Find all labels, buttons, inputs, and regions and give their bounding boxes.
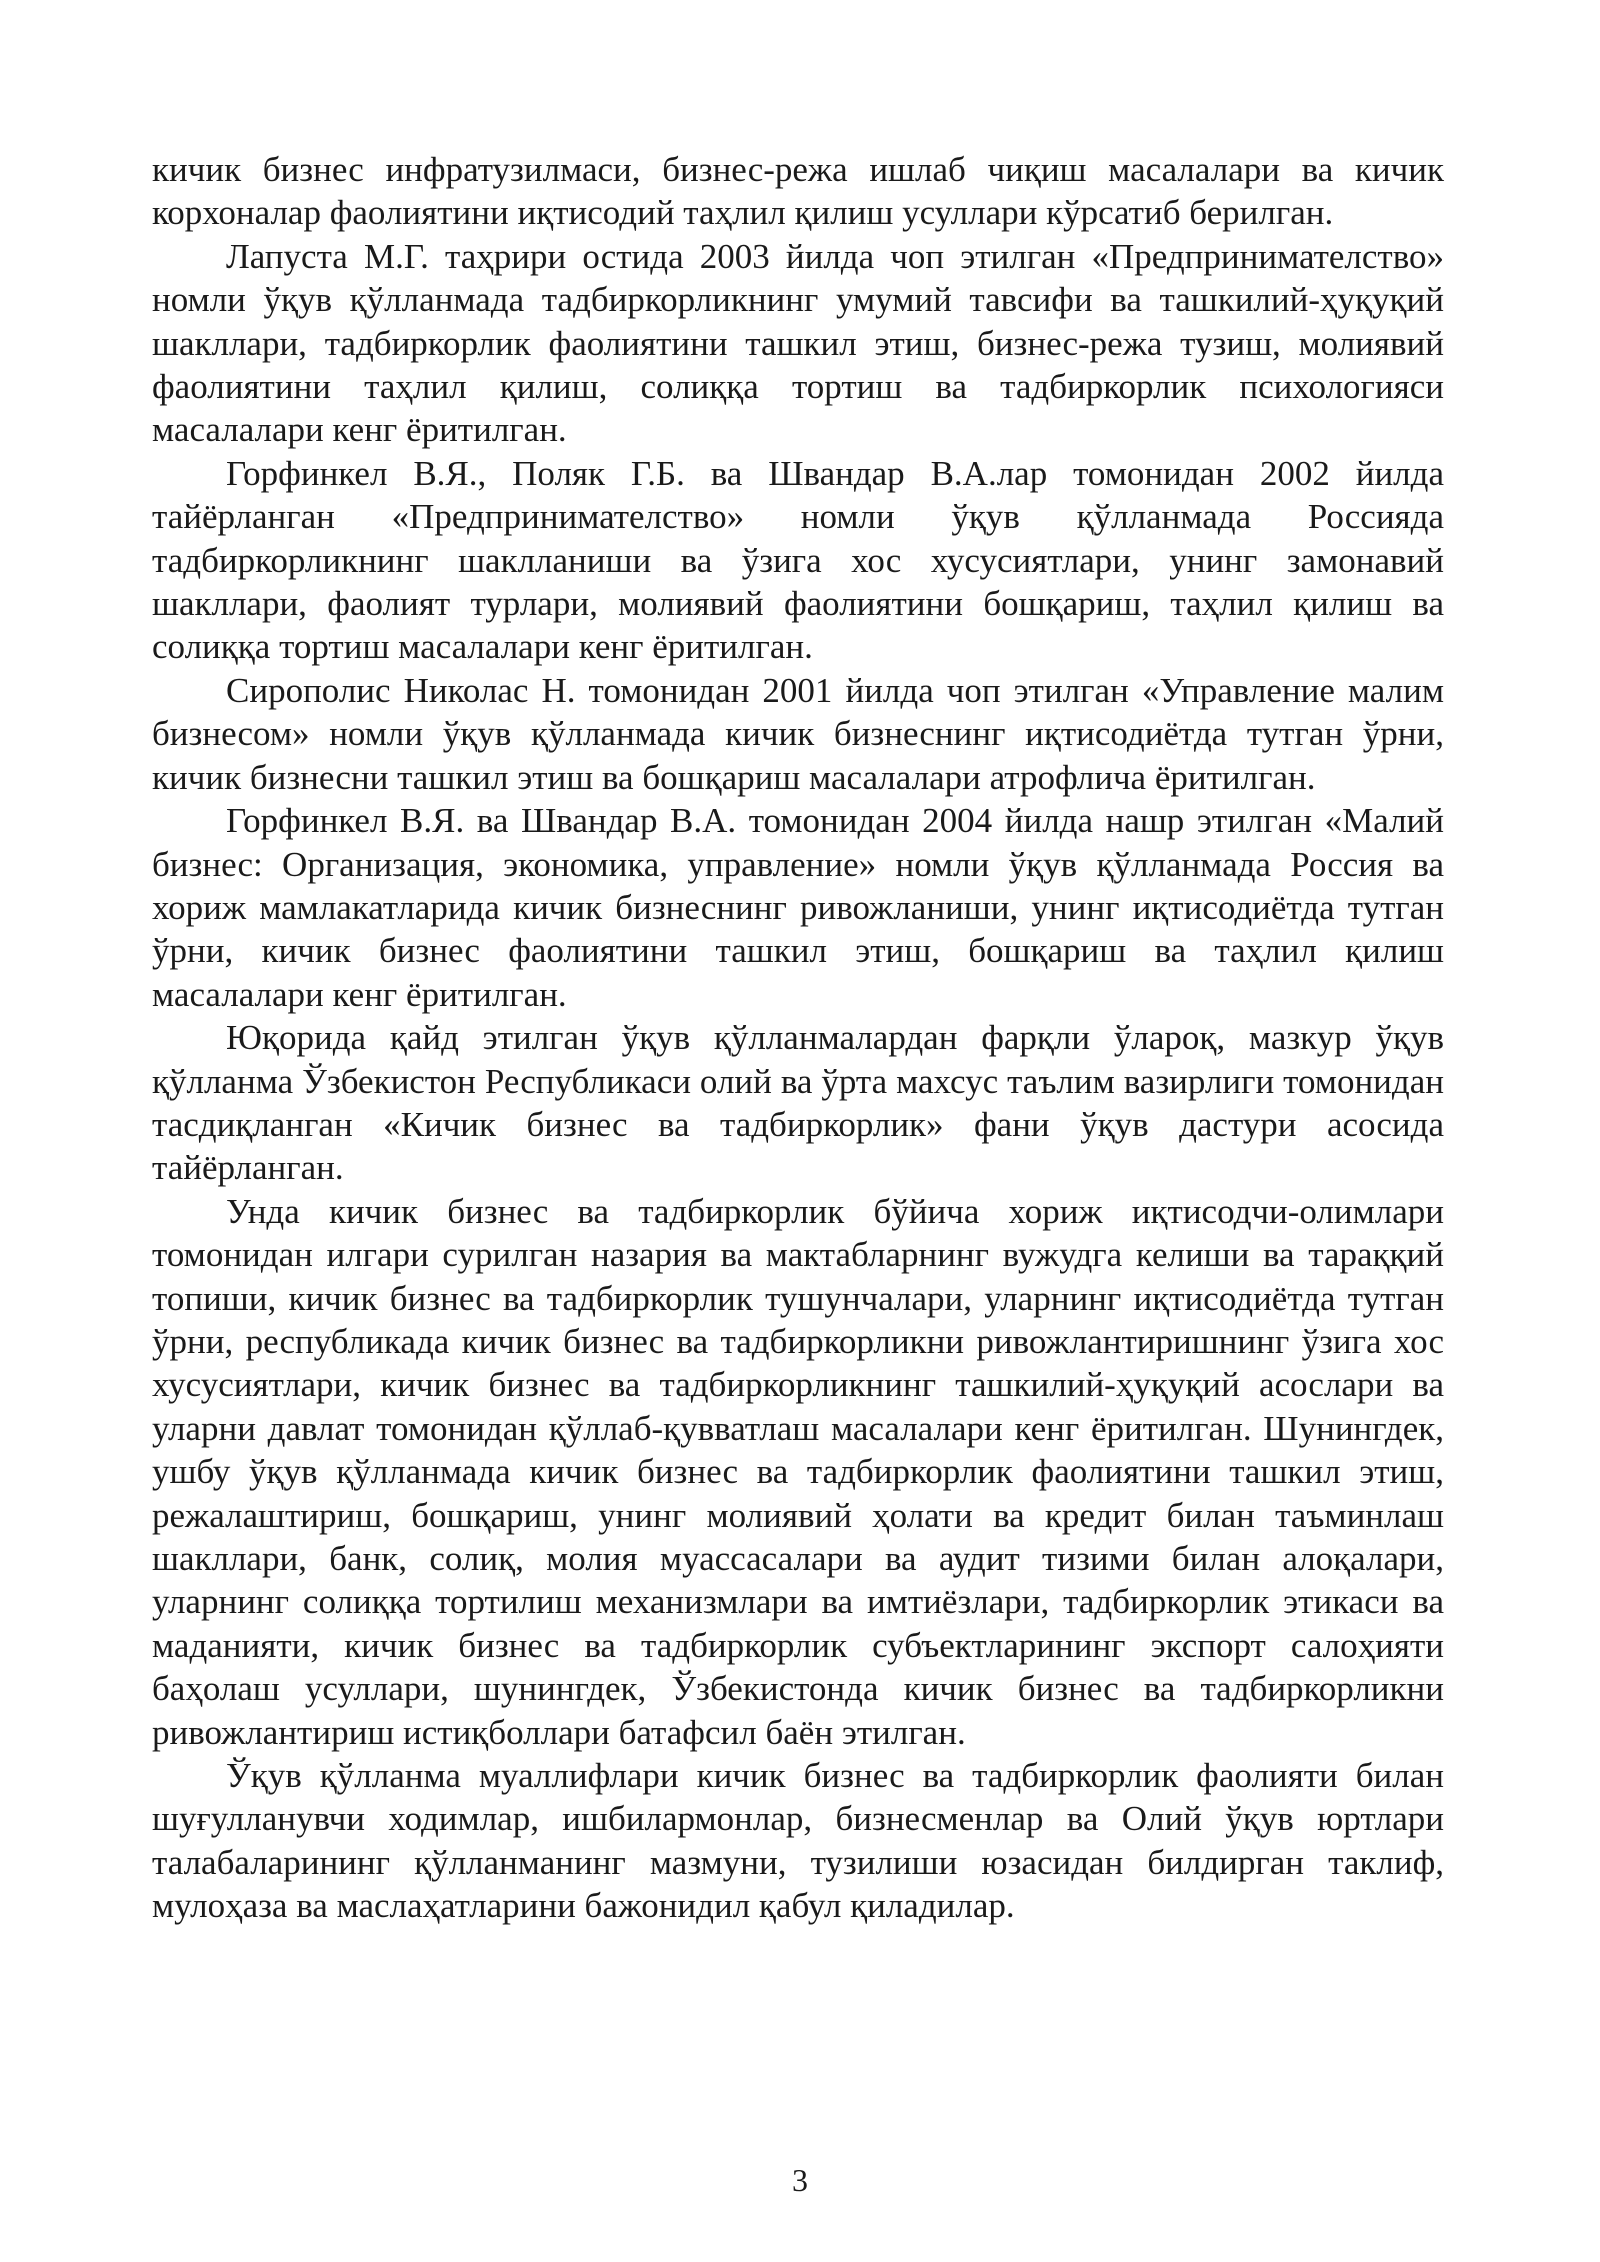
paragraph-continuation: кичик бизнес инфратузилмаси, бизнес-режа ишлаб чиқиш масалалари ва кичик корхоналар фаолиятини иқтисодий таҳлил қилиш усуллари кўрсатиб берилган. xyxy=(152,150,1444,233)
paragraph-gorfinkel-shvandar: Горфинкел В.Я. ва Швандар В.А. томонидан 2004 йилда нашр этилган «Малий бизнес: Организация, экономика, управление» номли ўқув қўлланмада Россия ва хориж мамлакатларида кичик бизнеснинг ривожланиши, унинг иқтисодиётда тутган ўрни, кичик бизнес фаолиятини ташкил этиш, бошқариш ва таҳлил қилиш масалалари кенг ёритилган. xyxy=(152,801,1444,1014)
paragraph-gorfinkel-polyak-shvandar: Горфинкел В.Я., Поляк Г.Б. ва Швандар В.А.лар томонидан 2002 йилда тайёрланган «Предпринимателство» номли ўқув қўлланмада Россияда тадбиркорликнинг шаклланиши ва ўзига хос хусусиятлари, унинг замонавий шакллари, фаолият турлари, молиявий фаолиятини бошқариш, таҳлил қилиш ва солиққа тортиш масалалари кенг ёритилган. xyxy=(152,453,1444,667)
paragraph-lapusta: Лапуста М.Г. таҳрири остида 2003 йилда чоп этилган «Предпринимателство» номли ўқув қўлланмада тадбиркорликнинг умумий тавсифи ва ташкилий-ҳуқуқий шакллари, тадбиркорлик фаолиятини ташкил этиш, бизнес-режа тузиш, молиявий фаолиятини таҳлил қилиш, солиққа тортиш ва тадбиркорлик психологияси масалалари кенг ёритилган. xyxy=(152,236,1444,450)
paragraph-siropolis: Сирополис Николас Н. томонидан 2001 йилда чоп этилган «Управление малим бизнесом» номли ўқув қўлланмада кичик бизнеснинг иқтисодиётда тутган ўрни, кичик бизнесни ташкил этиш ва бошқариш масалалари атрофлича ёритилган. xyxy=(152,670,1444,797)
paragraph-manual-contents: Унда кичик бизнес ва тадбиркорлик бўйича хориж иқтисодчи-олимлари томонидан илгари сурилган назария ва мактабларнинг вужудга келиши ва тараққий топиши, кичик бизнес ва тадбиркорлик тушунчалари, уларнинг иқтисодиётда тутган ўрни, республикада кичик бизнес ва тадбиркорликни ривожлантиришнинг ўзига хос хусусиятлари, кичик бизнес ва тадбиркорликнинг ташкилий-ҳуқуқий асослари ва уларни давлат томонидан қўллаб-қувватлаш масалалари кенг ёритилган. Шунингдек, ушбу ўқув қўлланмада кичик бизнес ва тадбиркорлик фаолиятини ташкил этиш, режалаштириш, бошқариш, унинг молиявий ҳолати ва кредит билан таъминлаш шакллари, банк, солиқ, молия муассасалари ва аудит тизими билан алоқалари, уларнинг солиққа тортилиш механизмлари ва имтиёзлари, тадбиркорлик этикаси ва маданияти, кичик бизнес ва тадбиркорлик субъектларининг экспорт салоҳияти баҳолаш усуллари, шунингдек, Ўзбекистонда кичик бизнес ва тадбиркорликни ривожлантириш истиқболлари батафсил баён этилган. xyxy=(152,1191,1444,1752)
paragraph-manual-difference: Юқорида қайд этилган ўқув қўлланмалардан фарқли ўлароқ, мазкур ўқув қўлланма Ўзбекистон Республикаси олий ва ўрта махсус таълим вазирлиги томонидан тасдиқланган «Кичик бизнес ва тадбиркорлик» фани ўқув дастури асосида тайёрланган. xyxy=(152,1018,1444,1188)
body-text xyxy=(152,148,1444,1928)
page-number: 3 xyxy=(792,2162,808,2198)
paragraph-authors-note: Ўқув қўлланма муаллифлари кичик бизнес ва тадбиркорлик фаолияти билан шуғулланувчи ходимлар, ишбилармонлар, бизнесменлар ва Олий ўқув юртлари талабаларининг қўлланманинг мазмуни, тузилиши юзасидан билдирган таклиф, мулоҳаза ва маслаҳатларини бажонидил қабул қиладилар. xyxy=(152,1756,1444,1926)
